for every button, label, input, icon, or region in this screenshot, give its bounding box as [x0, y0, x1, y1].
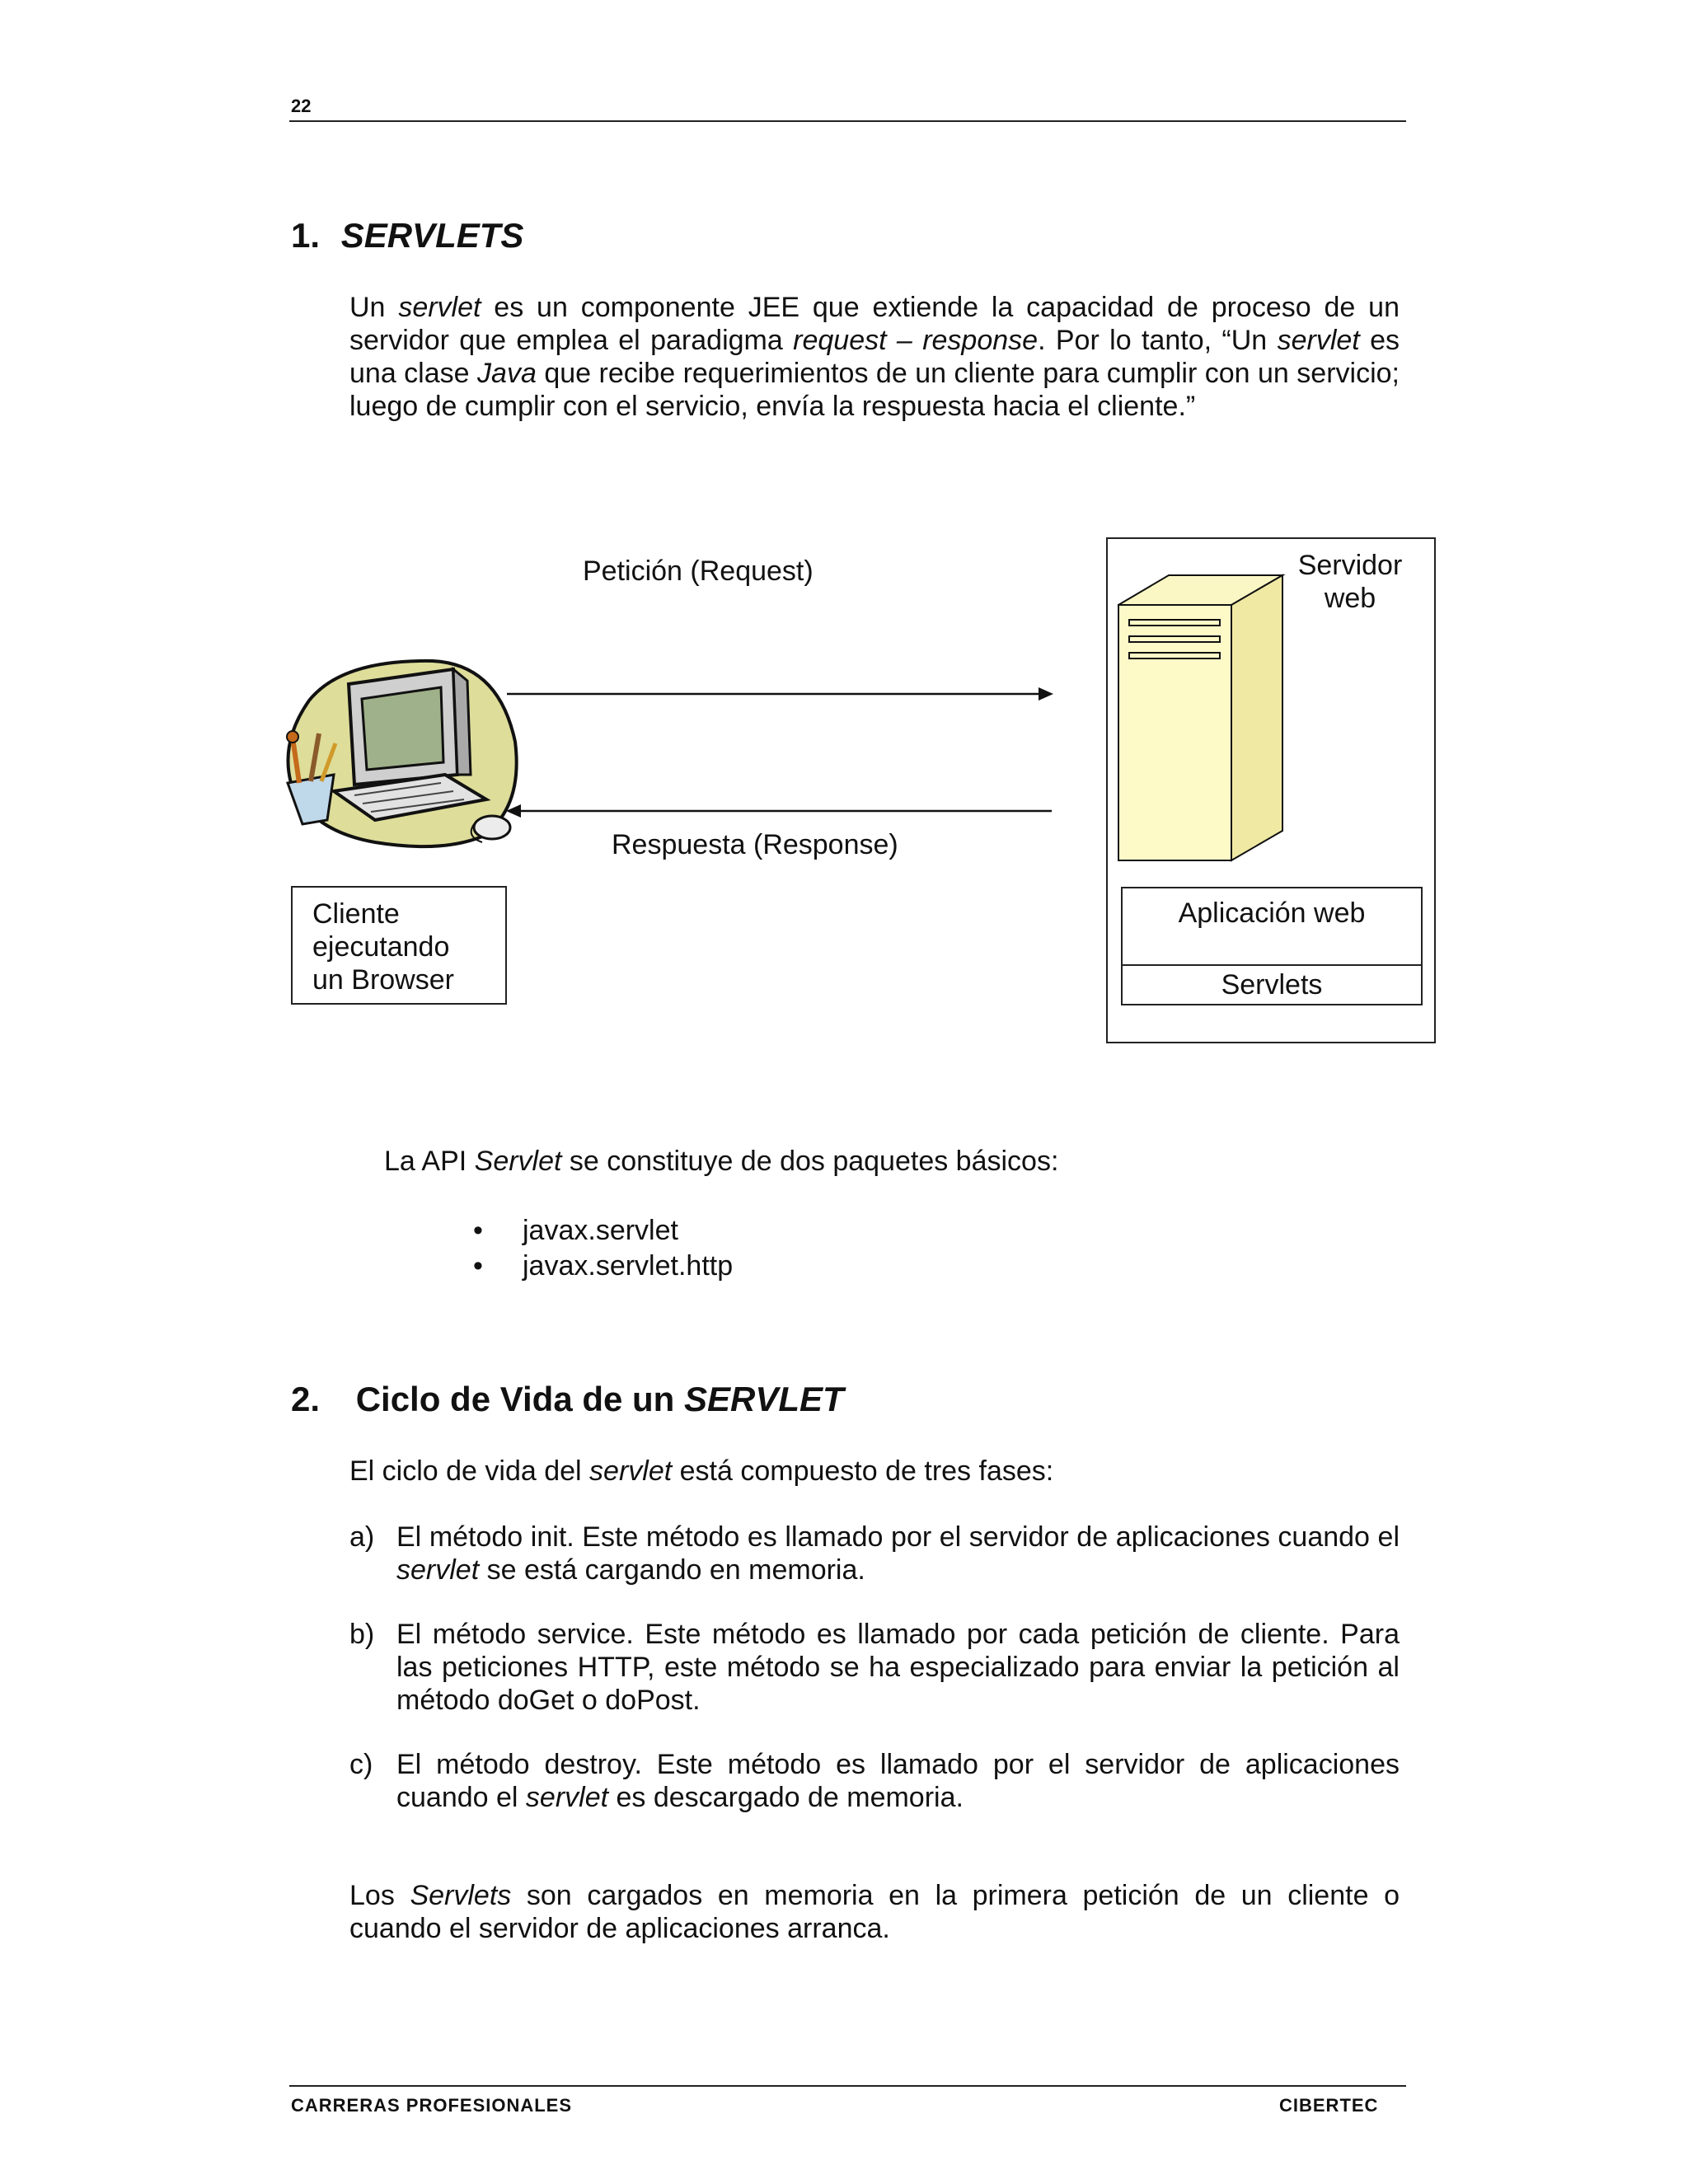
- phase-letter: b): [349, 1619, 375, 1650]
- phase-letter: a): [349, 1521, 375, 1553]
- phase-text: El método service. Este método es llamado por cada petición de cliente. Para las peticiones HTTP, este método se ha especializado para enviar la petición al método doGet o doPost.: [396, 1619, 1400, 1716]
- request-response-arrows: [503, 676, 1055, 841]
- client-label-box: [291, 886, 507, 1005]
- phase-text: El método init. Este método es llamado por el servidor de aplicaciones cuando el servlet se está cargando en memoria.: [396, 1521, 1400, 1586]
- header-rule: [289, 120, 1406, 122]
- servlets-box: [1121, 964, 1423, 1005]
- closing-paragraph: Los Servlets son cargados en memoria en la primera petición de un cliente o cuando el servidor de aplicaciones arranca.: [349, 1880, 1400, 1944]
- web-application-box: [1121, 887, 1423, 966]
- footer-right: CIBERTEC: [1279, 2095, 1379, 2116]
- client-label: Cliente ejecutando un Browser: [312, 898, 454, 996]
- phase-init: [349, 1521, 1400, 1595]
- section2-heading: [291, 1380, 844, 1419]
- section2-number: 2.: [291, 1380, 321, 1418]
- request-arrow: [507, 687, 1053, 701]
- list-item: • javax.servlet.http: [473, 1249, 733, 1284]
- servlets-label: Servlets: [1221, 969, 1323, 1001]
- phase-text: El método destroy. Este método es llamado por el servidor de aplicaciones cuando el servlet es descargado de memoria.: [396, 1749, 1400, 1813]
- server-container: [1106, 537, 1436, 1043]
- phase-destroy: [349, 1748, 1400, 1822]
- page-number: 22: [291, 96, 312, 116]
- phase-service: [349, 1618, 1400, 1725]
- request-label: Petición (Request): [583, 555, 814, 587]
- server-tower-icon: [1118, 574, 1291, 862]
- api-intro: La API Servlet se constituye de dos paquetes básicos:: [384, 1146, 1059, 1177]
- web-application-label: Aplicación web: [1178, 898, 1366, 929]
- section1-paragraph: Un servlet es un componente JEE que extiende la capacidad de proceso de un servidor que emplea el paradigma request – response. Por lo tanto, “Un servlet es una clase Java que recibe requerimientos de un cliente para cumplir con un servicio; luego de cumplir con el servicio, envía la respuesta hacia el cliente.”: [349, 292, 1400, 422]
- client-computer-icon: [276, 651, 523, 857]
- response-arrow: [506, 804, 1052, 818]
- section1-number: 1.: [291, 216, 321, 255]
- list-item: • javax.servlet: [473, 1213, 733, 1249]
- lifecycle-intro: El ciclo de vida del servlet está compuesto de tres fases:: [349, 1455, 1054, 1487]
- section1-title: SERVLETS: [340, 216, 524, 255]
- package-list: [473, 1213, 733, 1284]
- phase-letter: c): [349, 1749, 373, 1780]
- footer-left: CARRERAS PROFESIONALES: [291, 2095, 573, 2116]
- footer-rule: [289, 2085, 1406, 2087]
- section2-title: Ciclo de Vida de un SERVLET: [355, 1380, 844, 1418]
- section1-heading: [291, 216, 523, 255]
- server-label: Servidor web: [1297, 550, 1403, 614]
- response-label: Respuesta (Response): [612, 829, 898, 860]
